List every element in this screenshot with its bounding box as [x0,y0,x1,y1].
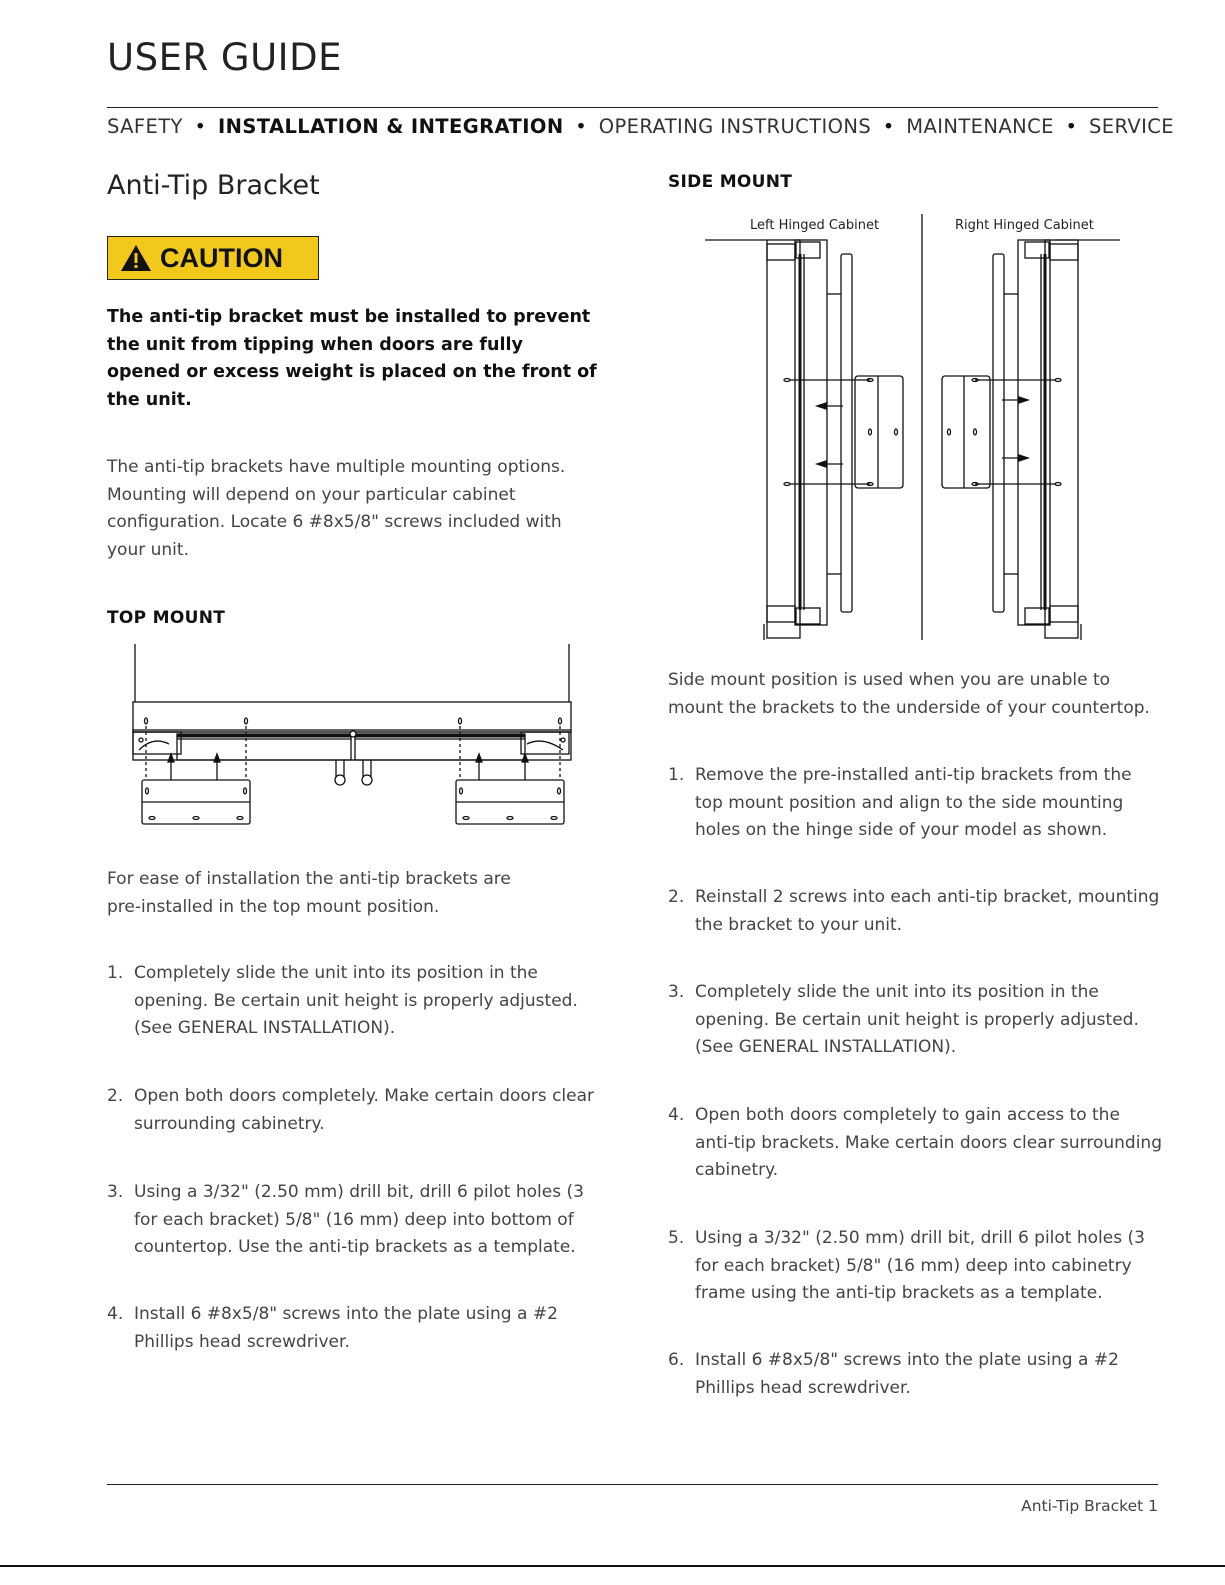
right-step-1 [668,762,1163,845]
nav-item-installation: INSTALLATION & INTEGRATION [217,115,564,138]
top-mount-diagram [127,640,579,832]
top-mount-heading: TOP MOUNT [107,608,226,628]
step-text: Install 6 #8x5/8" screws into the plate using a #2 Phillips head screwdriver. [695,1350,1119,1398]
nav-separator: • [882,115,895,138]
step-text: Open both doors completely. Make certain doors clear surrounding cabinetry. [134,1086,595,1134]
nav-separator: • [194,115,207,138]
top-mount-note: For ease of installation the anti-tip brackets are pre-installed in the top mount position. [107,869,511,917]
left-step-3 [107,1179,602,1262]
caution-label: CAUTION [160,242,283,273]
side-mount-heading: SIDE MOUNT [668,172,793,192]
right-step-2 [668,884,1163,939]
step-number: 3. [107,1182,124,1202]
nav-item-maintenance: MAINTENANCE [906,115,1054,138]
footer-divider [107,1484,1158,1485]
caution-box [107,236,319,280]
page-footer: Anti-Tip Bracket 1 [1021,1497,1158,1515]
step-text: Reinstall 2 screws into each anti-tip bracket, mounting the bracket to your unit. [695,887,1160,935]
step-text: Completely slide the unit into its position in the opening. Be certain unit height is properly adjusted. (See GENERAL INSTALLATION). [134,963,578,1039]
section-nav [107,115,1174,138]
nav-separator: • [575,115,588,138]
figure-label-left: Left Hinged Cabinet [750,218,880,233]
intro-paragraph: The anti-tip brackets have multiple mounting options. Mounting will depend on your particular cabinet configuration. Locate 6 #8x5/8" screws included with your unit. [107,457,566,561]
step-text: Using a 3/32" (2.50 mm) drill bit, drill 6 pilot holes (3 for each bracket) 5/8" (16 mm) deep into bottom of countertop. Use the anti-tip brackets as a template. [134,1182,584,1258]
figure-label-right: Right Hinged Cabinet [955,218,1094,233]
right-step-6 [668,1347,1163,1402]
nav-item-safety: SAFETY [107,115,183,138]
side-mount-diagram [700,214,1130,642]
right-step-4 [668,1102,1163,1185]
step-number: 5. [668,1228,685,1248]
step-number: 4. [668,1105,685,1125]
step-text: Open both doors completely to gain access to the anti-tip brackets. Make certain doors clear surrounding cabinetry. [695,1105,1162,1181]
step-number: 1. [668,765,685,785]
warning-triangle-icon [120,244,152,272]
warning-text: The anti-tip bracket must be installed to prevent the unit from tipping when doors are fully opened or excess weight is placed on the front of the unit. [107,307,597,411]
step-text: Remove the pre-installed anti-tip brackets from the top mount position and align to the side mounting holes on the hinge side of your model as shown. [695,765,1132,841]
step-text: Install 6 #8x5/8" screws into the plate using a #2 Phillips head screwdriver. [134,1304,558,1352]
right-step-3 [668,979,1163,1062]
step-number: 1. [107,963,124,983]
step-number: 4. [107,1304,124,1324]
page-bottom-edge [0,1565,1225,1567]
nav-item-service: SERVICE [1088,115,1174,138]
right-step-5 [668,1225,1163,1308]
left-step-4 [107,1301,602,1356]
left-step-1 [107,960,602,1043]
header-divider [107,107,1158,108]
step-number: 2. [668,887,685,907]
step-text: Using a 3/32" (2.50 mm) drill bit, drill 6 pilot holes (3 for each bracket) 5/8" (16 mm) deep into cabinetry frame using the anti-tip brackets as a template. [695,1228,1145,1304]
step-number: 2. [107,1086,124,1106]
step-text: Completely slide the unit into its position in the opening. Be certain unit height is properly adjusted. (See GENERAL INSTALLATION). [695,982,1139,1058]
nav-separator: • [1065,115,1078,138]
nav-item-operating: OPERATING INSTRUCTIONS [598,115,872,138]
step-number: 6. [668,1350,685,1370]
document-title: USER GUIDE [107,36,342,79]
step-number: 3. [668,982,685,1002]
left-step-2 [107,1083,602,1138]
side-mount-note: Side mount position is used when you are unable to mount the brackets to the underside of your countertop. [668,670,1150,718]
section-title: Anti-Tip Bracket [107,170,320,201]
